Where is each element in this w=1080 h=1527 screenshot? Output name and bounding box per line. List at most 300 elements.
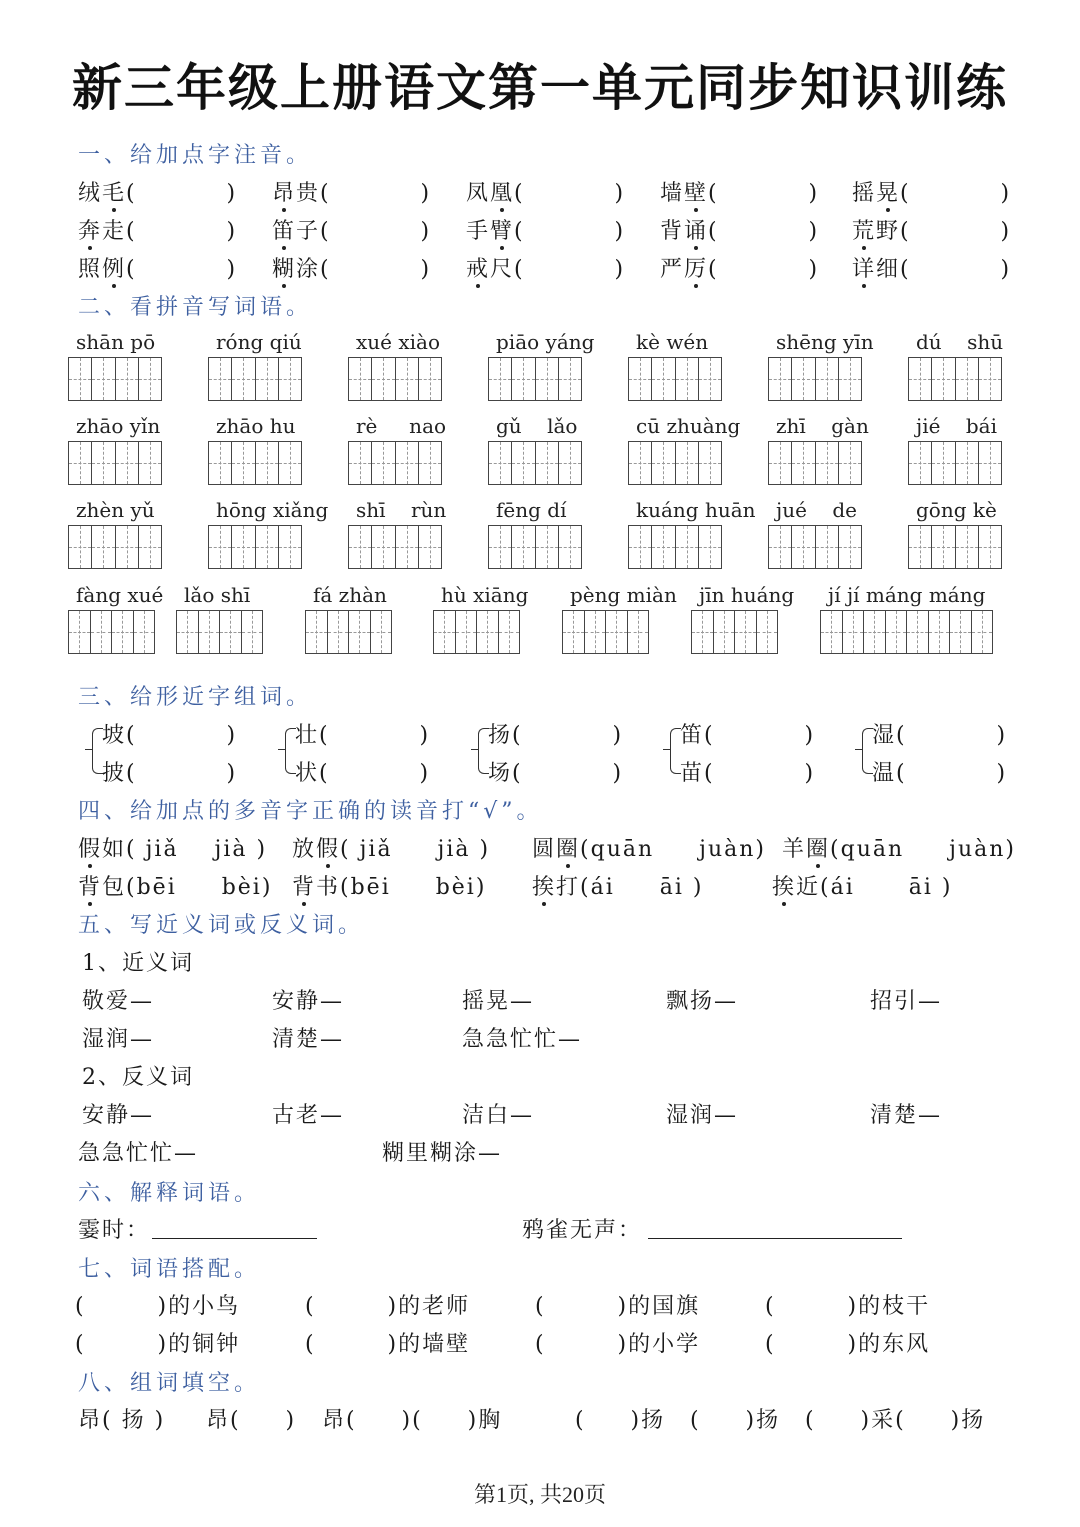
answer-paren: ( ): [126, 723, 238, 748]
similar-char-item: [680, 718, 880, 752]
tianzige-box[interactable]: [932, 526, 955, 568]
tianzige-box[interactable]: [628, 611, 649, 653]
answer-paren: ( ): [708, 219, 820, 244]
tianzige-box[interactable]: [209, 442, 232, 484]
tianzige-box[interactable]: [979, 526, 1001, 568]
answer-paren: ( ): [708, 257, 820, 282]
writing-grid[interactable]: [433, 610, 520, 654]
antonym-item: 古老—: [272, 1103, 345, 1128]
antonym-item: 洁白—: [462, 1103, 535, 1128]
answer-paren: ( ): [126, 219, 238, 244]
pinyin-label: pèng miàn: [570, 583, 677, 607]
tianzige-box[interactable]: [134, 611, 155, 653]
tianzige-box[interactable]: [396, 358, 419, 400]
tianzige-box[interactable]: [69, 611, 91, 653]
section-6-heading: 六、解释词语。: [78, 1181, 261, 1206]
dotted-char: 圈: [556, 837, 581, 862]
tianzige-box[interactable]: [279, 442, 301, 484]
similar-char-item: [295, 756, 495, 790]
tianzige-box[interactable]: [232, 442, 255, 484]
fill-word-item: 昂( 扬 ): [78, 1408, 166, 1433]
tianzige-box[interactable]: [563, 611, 585, 653]
pinyin-row: [0, 176, 1080, 210]
dotted-char: 圈: [806, 837, 831, 862]
pinyin-label: fá zhàn: [313, 583, 387, 607]
tianzige-box[interactable]: [821, 611, 843, 653]
writing-grid[interactable]: [908, 357, 1002, 401]
reading-options: 书(bēi bèi): [316, 875, 487, 900]
writing-grid[interactable]: [820, 610, 993, 654]
tianzige-box[interactable]: [139, 358, 161, 400]
dotted-char: 毛: [102, 181, 127, 206]
tianzige-box[interactable]: [757, 611, 778, 653]
tianzige-box[interactable]: [839, 442, 861, 484]
answer-line-yaque[interactable]: [648, 1238, 902, 1239]
tianzige-box[interactable]: [735, 611, 757, 653]
answer-paren: ( ): [512, 761, 624, 786]
tianzige-box[interactable]: [232, 526, 255, 568]
tianzige-box[interactable]: [676, 526, 699, 568]
tianzige-box[interactable]: [256, 358, 279, 400]
dotted-char: 晃: [876, 181, 901, 206]
tianzige-box[interactable]: [499, 611, 520, 653]
writing-grid[interactable]: [691, 610, 778, 654]
tianzige-box[interactable]: [536, 358, 559, 400]
tianzige-box[interactable]: [652, 526, 675, 568]
collocation-item: ( )的铜钟: [75, 1332, 241, 1357]
answer-paren: ( ): [704, 761, 816, 786]
reading-options: (quān juàn): [830, 837, 1016, 862]
tianzige-box[interactable]: [477, 611, 499, 653]
char: 壮: [295, 723, 320, 748]
similar-char-text: [488, 756, 623, 787]
word-char: 圆: [532, 837, 557, 862]
writing-grid[interactable]: [908, 441, 1002, 485]
tianzige-box[interactable]: [349, 358, 372, 400]
char: 笛: [680, 723, 705, 748]
tianzige-box[interactable]: [769, 526, 792, 568]
tianzige-box[interactable]: [116, 358, 139, 400]
pinyin-label: xué xiào: [356, 330, 440, 354]
polyphone-item[interactable]: [78, 870, 272, 901]
pinyin-item: [660, 214, 819, 245]
word-char: 墙: [660, 181, 685, 206]
word-char: 手: [466, 219, 491, 244]
tianzige-box[interactable]: [232, 358, 255, 400]
tianzige-box[interactable]: [886, 611, 908, 653]
tianzige-box[interactable]: [69, 526, 92, 568]
writing-grid[interactable]: [628, 441, 722, 485]
dotted-char: 臂: [490, 219, 515, 244]
char: 状: [295, 761, 320, 786]
tianzige-box[interactable]: [559, 442, 581, 484]
word-char: 尺: [490, 257, 515, 282]
tianzige-box[interactable]: [909, 526, 932, 568]
writing-grid[interactable]: [305, 610, 392, 654]
writing-grid[interactable]: [562, 610, 649, 654]
writing-grid[interactable]: [768, 357, 862, 401]
word-char: 走: [102, 219, 127, 244]
similar-char-item: [872, 756, 1072, 790]
dotted-char: 挨: [772, 875, 797, 900]
tianzige-box[interactable]: [956, 442, 979, 484]
similar-char-item: [488, 756, 688, 790]
term-yaque: 鸦雀无声：: [522, 1218, 643, 1243]
tianzige-box[interactable]: [349, 526, 372, 568]
word-char: 凤: [466, 181, 491, 206]
pinyin-row: [0, 252, 1080, 286]
writing-grid[interactable]: [488, 525, 582, 569]
synonym-item: 湿润—: [82, 1027, 155, 1052]
tianzige-box[interactable]: [972, 611, 993, 653]
pinyin-item: [272, 214, 431, 245]
tianzige-box[interactable]: [816, 442, 839, 484]
pinyin-item: [272, 176, 431, 207]
tianzige-box[interactable]: [419, 358, 441, 400]
similar-char-text: [872, 756, 1007, 787]
answer-paren: ( ): [900, 257, 1012, 282]
tianzige-box[interactable]: [536, 442, 559, 484]
collocation-item: ( )的国旗: [535, 1294, 701, 1319]
tianzige-box[interactable]: [950, 611, 972, 653]
tianzige-box[interactable]: [456, 611, 478, 653]
page-footer: 第1页, 共20页: [473, 1482, 606, 1507]
answer-line-shashi[interactable]: [152, 1238, 317, 1239]
pinyin-label: dú shū: [916, 330, 1004, 354]
similar-char-text: [295, 718, 430, 749]
tianzige-box[interactable]: [139, 442, 161, 484]
similar-char-item: [488, 718, 688, 752]
word-char: 摇: [852, 181, 877, 206]
writing-grid[interactable]: [68, 610, 155, 654]
tianzige-box[interactable]: [932, 358, 955, 400]
section-1-heading: 一、给加点字注音。: [78, 143, 313, 168]
similar-char-item: [102, 718, 302, 752]
synonym-item: 摇晃—: [462, 989, 535, 1014]
dotted-char: 假: [316, 837, 341, 862]
dotted-char: 挨: [532, 875, 557, 900]
writing-grid[interactable]: [68, 357, 162, 401]
answer-paren: ( ): [514, 181, 626, 206]
tianzige-box[interactable]: [512, 526, 535, 568]
reading-options: ( jiǎ jià ): [340, 837, 491, 862]
tianzige-box[interactable]: [699, 442, 721, 484]
answer-paren: ( ): [900, 181, 1012, 206]
tianzige-box[interactable]: [843, 611, 865, 653]
synonym-item: 清楚—: [272, 1027, 345, 1052]
char: 扬: [488, 723, 513, 748]
word-char: 细: [876, 257, 901, 282]
similar-char-text: [488, 718, 623, 749]
tianzige-box[interactable]: [209, 358, 232, 400]
tianzige-box[interactable]: [396, 442, 419, 484]
tianzige-box[interactable]: [559, 358, 581, 400]
pinyin-label: jīn huáng: [699, 583, 795, 607]
pinyin-item: [466, 252, 625, 283]
tianzige-box[interactable]: [769, 358, 792, 400]
tianzige-box[interactable]: [629, 358, 652, 400]
tianzige-box[interactable]: [816, 526, 839, 568]
pinyin-label: jí jí máng máng: [828, 583, 986, 607]
pinyin-label: hù xiāng: [441, 583, 529, 607]
similar-char-item: [680, 756, 880, 790]
dotted-char: 壁: [684, 181, 709, 206]
tianzige-box[interactable]: [92, 526, 115, 568]
tianzige-box[interactable]: [907, 611, 929, 653]
antonym-subheading: 2、反义词: [82, 1065, 194, 1090]
tianzige-box[interactable]: [256, 442, 279, 484]
polyphone-item[interactable]: [532, 832, 766, 863]
tianzige-box[interactable]: [328, 611, 350, 653]
pinyin-item: [852, 252, 1011, 283]
tianzige-box[interactable]: [956, 358, 979, 400]
writing-grid[interactable]: [768, 525, 862, 569]
collocation-row: [0, 1289, 1080, 1323]
tianzige-box[interactable]: [396, 526, 419, 568]
writing-grid[interactable]: [348, 441, 442, 485]
tianzige-box[interactable]: [92, 358, 115, 400]
pinyin-label: shī rùn: [356, 498, 447, 522]
pinyin-item: [466, 214, 625, 245]
char: 场: [488, 761, 513, 786]
tianzige-box[interactable]: [306, 611, 328, 653]
tianzige-box[interactable]: [349, 611, 371, 653]
tianzige-box[interactable]: [489, 442, 512, 484]
pinyin-item: [272, 252, 431, 283]
pinyin-label: shān pō: [76, 330, 156, 354]
tianzige-box[interactable]: [116, 442, 139, 484]
writing-grid[interactable]: [68, 525, 162, 569]
tianzige-box[interactable]: [909, 358, 932, 400]
answer-paren: ( ): [896, 761, 1008, 786]
tianzige-box[interactable]: [92, 442, 115, 484]
writing-grid[interactable]: [208, 525, 302, 569]
tianzige-box[interactable]: [629, 526, 652, 568]
section-5-heading: 五、写近义词或反义词。: [78, 913, 365, 938]
pinyin-label: fàng xué: [76, 583, 164, 607]
tianzige-box[interactable]: [419, 526, 441, 568]
writing-grid[interactable]: [208, 357, 302, 401]
polyphone-item[interactable]: [292, 832, 490, 863]
section-7-heading: 七、词语搭配。: [78, 1257, 261, 1282]
tianzige-box[interactable]: [714, 611, 736, 653]
pinyin-label: fēng dí: [496, 498, 567, 522]
similar-char-text: [872, 718, 1007, 749]
answer-paren: ( ): [512, 723, 624, 748]
pinyin-label: gōng kè: [916, 498, 997, 522]
collocation-item: ( )的枝干: [765, 1294, 931, 1319]
polyphone-item[interactable]: [782, 832, 1016, 863]
tianzige-box[interactable]: [629, 442, 652, 484]
word-char: 背: [660, 219, 685, 244]
polyphone-item[interactable]: [292, 870, 486, 901]
writing-grid[interactable]: [348, 525, 442, 569]
tianzige-box[interactable]: [349, 442, 372, 484]
tianzige-box[interactable]: [489, 526, 512, 568]
answer-paren: ( ): [320, 219, 432, 244]
tianzige-box[interactable]: [242, 611, 263, 653]
writing-grid[interactable]: [628, 357, 722, 401]
synonym-subheading: 1、近义词: [82, 951, 194, 976]
dotted-char: 糊: [272, 257, 297, 282]
answer-paren: ( ): [126, 761, 238, 786]
tianzige-box[interactable]: [909, 442, 932, 484]
tianzige-box[interactable]: [956, 526, 979, 568]
similar-char-text: [102, 718, 237, 749]
tianzige-box[interactable]: [116, 526, 139, 568]
tianzige-box[interactable]: [434, 611, 456, 653]
pinyin-item: [852, 214, 1011, 245]
word-char: 照: [78, 257, 103, 282]
tianzige-box[interactable]: [419, 442, 441, 484]
section-3-heading: 三、给形近字组词。: [78, 685, 313, 710]
antonym-item: 糊里糊涂—: [382, 1141, 503, 1166]
collocation-item: ( )的老师: [305, 1294, 471, 1319]
antonym-item: 安静—: [82, 1103, 155, 1128]
polyphone-item[interactable]: [772, 870, 952, 901]
tianzige-box[interactable]: [792, 442, 815, 484]
tianzige-box[interactable]: [676, 358, 699, 400]
tianzige-box[interactable]: [372, 526, 395, 568]
fill-word-item: ( )采( )扬: [805, 1408, 986, 1433]
char: 湿: [872, 723, 897, 748]
answer-paren: ( ): [900, 219, 1012, 244]
dotted-char: 例: [102, 257, 127, 282]
tianzige-box[interactable]: [489, 358, 512, 400]
tianzige-box[interactable]: [676, 442, 699, 484]
tianzige-box[interactable]: [279, 358, 301, 400]
tianzige-box[interactable]: [279, 526, 301, 568]
writing-grid[interactable]: [628, 525, 722, 569]
section-8-heading: 八、组词填空。: [78, 1371, 261, 1396]
pinyin-label: kuáng huān: [636, 498, 756, 522]
tianzige-box[interactable]: [199, 611, 221, 653]
dotted-char: 详: [852, 257, 877, 282]
tianzige-box[interactable]: [372, 442, 395, 484]
tianzige-box[interactable]: [816, 358, 839, 400]
tianzige-box[interactable]: [256, 526, 279, 568]
fill-word-item: ( )扬: [575, 1408, 666, 1433]
synonym-row: [0, 984, 1080, 1018]
answer-paren: ( ): [514, 257, 626, 282]
tianzige-box[interactable]: [91, 611, 113, 653]
tianzige-box[interactable]: [112, 611, 134, 653]
pinyin-item: [660, 252, 819, 283]
pinyin-label: shēng yīn: [776, 330, 874, 354]
pinyin-item: [466, 176, 625, 207]
word-char: 贵: [296, 181, 321, 206]
tianzige-box[interactable]: [177, 611, 199, 653]
tianzige-box[interactable]: [932, 442, 955, 484]
writing-grid[interactable]: [208, 441, 302, 485]
writing-grid[interactable]: [768, 441, 862, 485]
tianzige-box[interactable]: [606, 611, 628, 653]
similar-char-text: [102, 756, 237, 787]
tianzige-box[interactable]: [559, 526, 581, 568]
polyphone-item[interactable]: [78, 832, 267, 863]
tianzige-box[interactable]: [69, 442, 92, 484]
antonym-row: [0, 1098, 1080, 1132]
dotted-char: 厉: [684, 257, 709, 282]
similar-char-item: [102, 756, 302, 790]
collocation-item: ( )的东风: [765, 1332, 931, 1357]
dotted-char: 笛: [272, 219, 297, 244]
tianzige-box[interactable]: [371, 611, 392, 653]
writing-grid[interactable]: [488, 441, 582, 485]
tianzige-box[interactable]: [652, 358, 675, 400]
tianzige-box[interactable]: [792, 358, 815, 400]
tianzige-box[interactable]: [929, 611, 951, 653]
writing-grid[interactable]: [908, 525, 1002, 569]
tianzige-box[interactable]: [979, 442, 1001, 484]
answer-paren: ( ): [320, 181, 432, 206]
tianzige-box[interactable]: [69, 358, 92, 400]
tianzige-box[interactable]: [792, 526, 815, 568]
writing-grid[interactable]: [68, 441, 162, 485]
tianzige-box[interactable]: [839, 358, 861, 400]
pinyin-label: jié bái: [916, 414, 997, 438]
pinyin-label: hōng xiǎng: [216, 498, 329, 522]
tianzige-box[interactable]: [585, 611, 607, 653]
word-char: 子: [296, 219, 321, 244]
similar-char-text: [680, 756, 815, 787]
word-char: 涂: [296, 257, 321, 282]
tianzige-box[interactable]: [864, 611, 886, 653]
answer-paren: ( ): [896, 723, 1008, 748]
answer-paren: ( ): [320, 257, 432, 282]
writing-grid[interactable]: [348, 357, 442, 401]
tianzige-box[interactable]: [769, 442, 792, 484]
pinyin-label: jué de: [776, 498, 857, 522]
fill-word-item: 昂( ): [206, 1408, 297, 1433]
pinyin-item: [78, 252, 237, 283]
tianzige-box[interactable]: [652, 442, 675, 484]
pinyin-label: gǔ lǎo: [496, 414, 578, 438]
tianzige-box[interactable]: [839, 526, 861, 568]
pinyin-row: [0, 214, 1080, 248]
similar-char-text: [295, 756, 430, 787]
dotted-char: 奔: [78, 219, 103, 244]
tianzige-box[interactable]: [209, 526, 232, 568]
dotted-char: 荒: [852, 219, 877, 244]
tianzige-box[interactable]: [536, 526, 559, 568]
tianzige-box[interactable]: [139, 526, 161, 568]
fill-word-item: 昂( )( )胸: [322, 1408, 503, 1433]
synonym-item: 招引—: [870, 989, 943, 1014]
writing-grid[interactable]: [488, 357, 582, 401]
tianzige-box[interactable]: [692, 611, 714, 653]
dotted-char: 诵: [684, 219, 709, 244]
pinyin-item: [660, 176, 819, 207]
pinyin-item: [852, 176, 1011, 207]
answer-paren: ( ): [704, 723, 816, 748]
tianzige-box[interactable]: [220, 611, 242, 653]
polyphone-item[interactable]: [532, 870, 703, 901]
char: 坡: [102, 723, 127, 748]
writing-grid[interactable]: [176, 610, 263, 654]
tianzige-box[interactable]: [699, 526, 721, 568]
tianzige-box[interactable]: [699, 358, 721, 400]
word-char: 野: [876, 219, 901, 244]
tianzige-box[interactable]: [979, 358, 1001, 400]
tianzige-box[interactable]: [512, 358, 535, 400]
tianzige-box[interactable]: [372, 358, 395, 400]
tianzige-box[interactable]: [512, 442, 535, 484]
pinyin-label: kè wén: [636, 330, 709, 354]
pinyin-label: lǎo shī: [184, 583, 251, 607]
reading-options: 打(ái āi ): [556, 875, 704, 900]
char: 披: [102, 761, 127, 786]
